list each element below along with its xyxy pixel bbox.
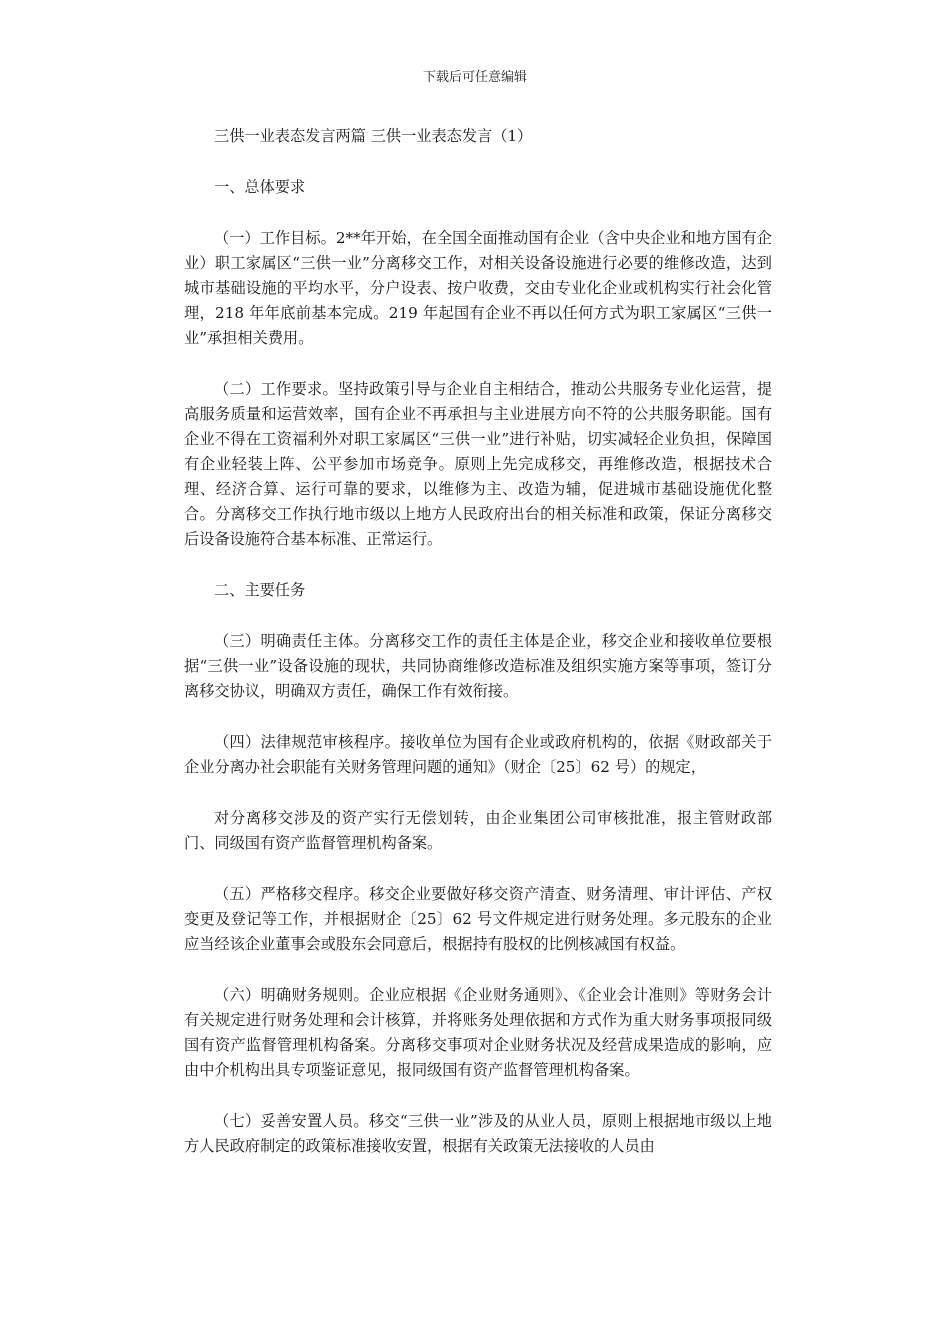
paragraph-4: （四）法律规范审核程序。接收单位为国有企业或政府机构的，依据《财政部关于企业分离办社会职能有关财务管理问题的通知》（财企〔25〕62 号）的规定， — [184, 733, 772, 776]
paragraph-6: （六）明确财务规则。企业应根据《企业财务通则》、《企业会计准则》等财务会计有关规定进行财务处理和会计核算，并将账务处理依据和方式作为重大财务事项报同级国有资产监督管理机构备案。分离移交事项对企业财务状况及经营成果造成的影响，应由中介机构出具专项鉴证意见，报同级国有资产监督管理机构备案。 — [184, 986, 772, 1079]
header-note: 下载后可任意编辑 — [422, 70, 527, 85]
section-heading-2: 二、主要任务 — [214, 581, 306, 599]
document-title: 三供一业表态发言两篇 三供一业表态发言（1） — [214, 127, 533, 145]
document-body — [184, 124, 772, 1185]
paragraph-7: （七）妥善安置人员。移交“三供一业”涉及的从业人员，原则上根据地市级以上地方人民政府制定的政策标准接收安置，根据有关政策无法接收的人员由 — [184, 1112, 772, 1155]
paragraph-1: （一）工作目标。2**年开始，在全国全面推动国有企业（含中央企业和地方国有企业）职工家属区“三供一业”分离移交工作，对相关设备设施进行必要的维修改造，达到城市基础设施的平均水平，分户设表、按户收费，交由专业化企业或机构实行社会化管理，218 年年底前基本完成。219 年起国有企业不再以任何方式为职工家属区“三供一业”承担相关费用。 — [184, 229, 772, 347]
paragraph-3: （三）明确责任主体。分离移交工作的责任主体是企业，移交企业和接收单位要根据“三供一业”设备设施的现状，共同协商维修改造标准及组织实施方案等事项，签订分离移交协议，明确双方责任，确保工作有效衔接。 — [184, 632, 772, 700]
section-heading-1: 一、总体要求 — [214, 178, 306, 196]
paragraph-2: （二）工作要求。坚持政策引导与企业自主相结合，推动公共服务专业化运营，提高服务质量和运营效率，国有企业不再承担与主业进展方向不符的公共服务职能。国有企业不得在工资福利外对职工家属区“三供一业”进行补贴，切实减轻企业负担，保障国有企业轻装上阵、公平参加市场竞争。原则上先完成移交，再维修改造，根据技术合理、经济合算、运行可靠的要求，以维修为主、改造为辅，促进城市基础设施优化整合。分离移交工作执行地市级以上地方人民政府出台的相关标准和政策，保证分离移交后设备设施符合基本标准、正常运行。 — [184, 380, 772, 548]
paragraph-4-continued: 对分离移交涉及的资产实行无偿划转，由企业集团公司审核批准，报主管财政部门、同级国有资产监督管理机构备案。 — [184, 809, 772, 852]
paragraph-5: （五）严格移交程序。移交企业要做好移交资产清查、财务清理、审计评估、产权变更及登记等工作，并根据财企〔25〕62 号文件规定进行财务处理。多元股东的企业应当经该企业董事会或股东会同意后，根据持有股权的比例核减国有权益。 — [184, 885, 772, 953]
